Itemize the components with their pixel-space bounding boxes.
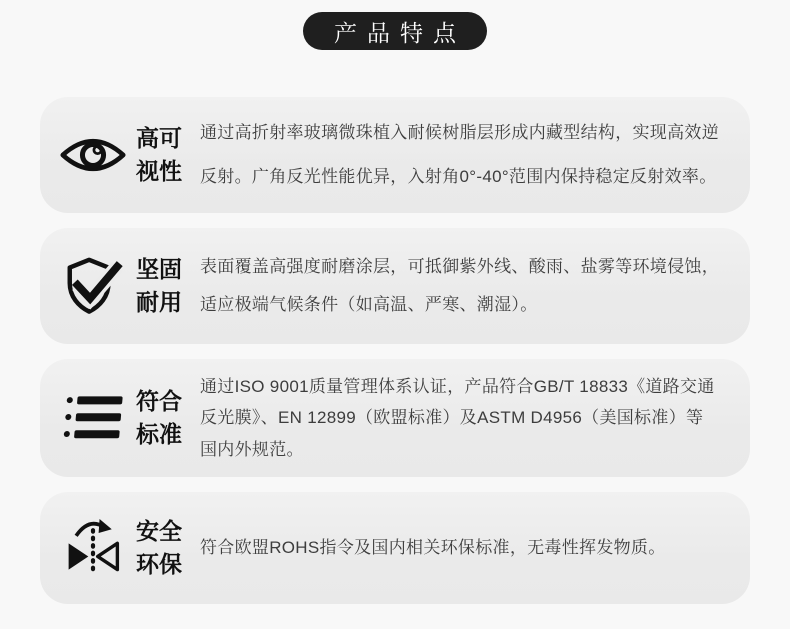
feature-description: 通过高折射率玻璃微珠植入耐候树脂层形成内藏型结构，实现高效逆反射。广角反光性能优异，入射角0°-40°范围内保持稳定反射效率。 (200, 122, 719, 186)
feature-title (136, 253, 182, 318)
feature-title-line: 符合 (136, 388, 182, 415)
feature-title-line: 安全 (136, 518, 182, 545)
feature-title-line: 高可 (136, 125, 182, 152)
section-title: 产品特点 (334, 19, 466, 46)
feature-title-line: 标准 (136, 421, 182, 447)
eye-icon (58, 134, 128, 176)
feature-title (136, 515, 182, 580)
shield-check-icon (58, 255, 128, 317)
feature-title-line: 视性 (136, 158, 182, 184)
feature-title (136, 122, 182, 187)
feature-title (136, 385, 182, 450)
feature-description: 通过ISO 9001质量管理体系认证，产品符合GB/T 18833《道路交通反光膜》、EN 12899（欧盟标准）及ASTM D4956（美国标准）等国内外规范。 (200, 376, 715, 459)
feature-card-high-visibility (40, 97, 750, 213)
feature-title-line: 坚固 (136, 256, 182, 283)
feature-card-eco (40, 492, 750, 604)
feature-title-line: 环保 (136, 551, 182, 577)
section-title-badge (303, 12, 487, 50)
flip-rotate-icon (58, 517, 128, 579)
list-icon (58, 391, 128, 445)
feature-card-list (40, 97, 750, 604)
feature-description: 表面覆盖高强度耐磨涂层，可抵御紫外线、酸雨、盐雾等环境侵蚀，适应极端气候条件（如高温、严寒、潮湿）。 (200, 256, 719, 314)
feature-card-durable (40, 228, 750, 344)
feature-description: 符合欧盟ROHS指令及国内相关环保标准，无毒性挥发物质。 (200, 538, 666, 558)
product-features-section (0, 12, 790, 629)
feature-card-standards (40, 359, 750, 477)
feature-title-line: 耐用 (136, 289, 182, 315)
